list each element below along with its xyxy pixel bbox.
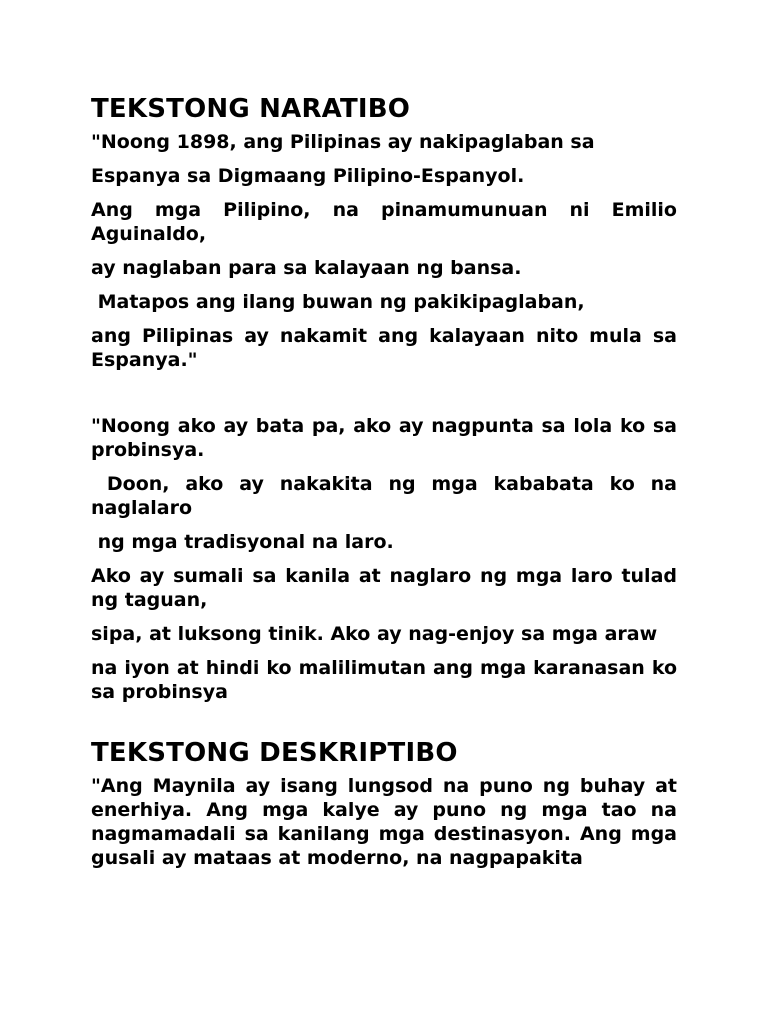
narrative-line: "Noong 1898, ang Pilipinas ay nakipaglaban sa xyxy=(91,131,595,153)
narrative-line: Doon, ako ay nakakita ng mga kababata ko na naglalaro xyxy=(91,473,684,519)
narrative-line: ang Pilipinas ay nakamit ang kalayaan nito mula sa Espanya." xyxy=(91,325,684,371)
narrative-line: "Noong ako ay bata pa, ako ay nagpunta sa lola ko sa probinsya. xyxy=(91,415,684,461)
document-content xyxy=(91,92,684,880)
narrative-line: Matapos ang ilang buwan ng pakikipaglaban, xyxy=(91,291,585,313)
narrative-line: na iyon at hindi ko malilimutan ang mga karanasan ko sa probinsya xyxy=(91,657,684,703)
narrative-line: Espanya sa Digmaang Pilipino-Espanyol. xyxy=(91,165,525,187)
narrative-line: ng mga tradisyonal na laro. xyxy=(91,531,394,553)
paragraph-gap xyxy=(91,382,677,414)
section-gap xyxy=(91,714,677,736)
descriptive-paragraph: "Ang Maynila ay isang lungsod na puno ng buhay at enerhiya. Ang mga kalye ay puno ng mga tao na nagmamadali sa kanilang mga destinasyon. Ang mga gusali ay mataas at moderno, na nagpapakita xyxy=(91,775,684,869)
narrative-line: Ang mga Pilipino, na pinamumunuan ni Emilio Aguinaldo, xyxy=(91,199,684,245)
narrative-line: Ako ay sumali sa kanila at naglaro ng mga laro tulad ng taguan, xyxy=(91,565,684,611)
heading-narrative: TEKSTONG NARATIBO xyxy=(91,94,411,124)
narrative-line: ay naglaban para sa kalayaan ng bansa. xyxy=(91,257,522,279)
narrative-line: sipa, at luksong tinik. Ako ay nag-enjoy sa mga araw xyxy=(91,623,658,645)
heading-descriptive: TEKSTONG DESKRIPTIBO xyxy=(91,738,458,768)
